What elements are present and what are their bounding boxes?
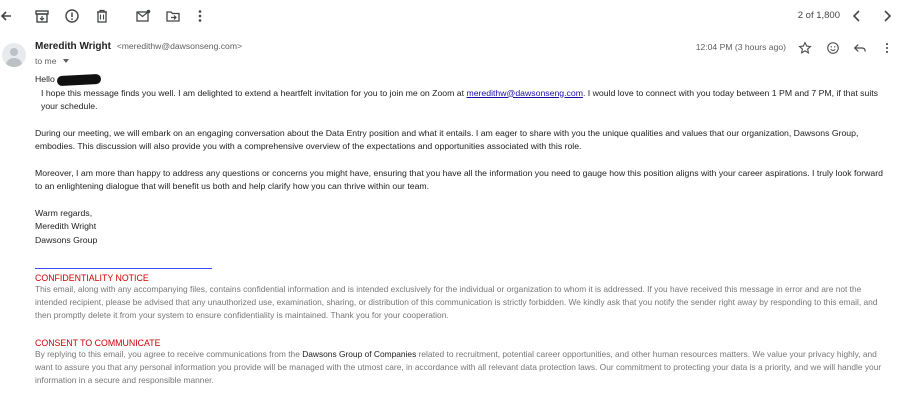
paragraph-questions: Moreover, I am more than happy to address any questions or concerns you might have, ensuring that you have all the information you need to gauge how this position aligns with your career aspirations. I truly look forward to an enlightening dialogue that will benefit us both and help clarify how you can thrive within our team.: [35, 167, 883, 191]
signature-name: Meredith Wright: [35, 221, 97, 231]
recipient-label: to me: [35, 56, 57, 66]
message-header: [0, 36, 900, 72]
newer-chevron-icon[interactable]: [847, 6, 867, 26]
message-more-icon[interactable]: [878, 39, 896, 57]
more-vert-icon[interactable]: [190, 6, 210, 26]
avatar-head-shape: [10, 48, 18, 56]
confidentiality-text: This email, along with any accompanying files, contains confidential information and is intended exclusively for the individual or organization to whom it is addressed. If you have received this message in error and are not the intended recipient, please be advised that any unauthorized use, examination, sharing, or distribution of this communication is strictly forbidden. We kindly ask that you notify the sender right away by responding to this email, and then promptly delete it from your system to ensure confidentiality is maintained. Thank you for your cooperation.: [35, 284, 878, 320]
paragraph-meeting: During our meeting, we will embark on an engaging conversation about the Data Entry position and what it entails. I am eager to share with you the unique qualities and values that our organization, Dawsons Group, embodies. This discussion will also provide you with a comprehensive overview of the expectations and opportunities associated with this role.: [35, 127, 859, 151]
message-toolbar: [0, 0, 900, 32]
consent-section: [35, 338, 890, 387]
pagination-count: 2 of 1,800: [797, 10, 840, 21]
recipient-details[interactable]: [35, 56, 69, 66]
report-spam-icon[interactable]: [62, 6, 82, 26]
star-icon[interactable]: [796, 39, 814, 57]
signature-company: Dawsons Group: [35, 234, 98, 245]
redaction-mark: [57, 74, 101, 86]
consent-company: Dawsons Group of Companies: [302, 349, 417, 359]
consent-text-block: [35, 348, 890, 387]
message-body: [35, 73, 890, 247]
emoji-reaction-icon[interactable]: [824, 39, 842, 57]
greeting: Hello: [35, 74, 55, 84]
move-to-icon[interactable]: [163, 6, 183, 26]
avatar-body-shape: [6, 58, 22, 67]
dropdown-caret-icon[interactable]: [63, 59, 69, 63]
greeting-line: [35, 73, 890, 87]
signoff: Warm regards,: [35, 207, 93, 218]
confidentiality-title: CONFIDENTIALITY NOTICE: [35, 273, 149, 283]
email-link[interactable]: meredithw@dawsonseng.com: [466, 87, 583, 98]
invitation-text-end: . I would love to connect with you today between 1 PM and 7 PM, if that suits your schedule.: [41, 87, 879, 111]
older-chevron-icon[interactable]: [877, 6, 897, 26]
invitation-text-start: I hope this message finds you well. I am delighted to extend a heartfelt invitation for you to join me on Zoom at: [41, 87, 467, 98]
message-timestamp: 12:04 PM (3 hours ago): [695, 42, 786, 52]
signature-divider: [35, 268, 212, 269]
consent-text-start: By replying to this email, you agree to receive communications from the: [35, 349, 303, 359]
delete-icon[interactable]: [92, 6, 112, 26]
sender-line: [35, 41, 242, 52]
confidentiality-section: [35, 273, 890, 322]
back-arrow-icon[interactable]: [0, 6, 16, 26]
avatar[interactable]: [2, 43, 26, 67]
archive-icon[interactable]: [32, 6, 52, 26]
sender-name[interactable]: Meredith Wright: [35, 41, 111, 52]
consent-title: CONSENT TO COMMUNICATE: [35, 338, 161, 348]
consent-text-end: related to recruitment, potential career opportunities, and other human resources matters. We value your privacy highly, and want to assure you that any personal information you provide will be managed with the utmost care, in accordance with all relevant data protection laws. Our commitment to protecting your data is a priority, and we will handle your information in a secure and responsible manner.: [35, 349, 882, 385]
reply-icon[interactable]: [851, 39, 869, 57]
sender-email: <meredithw@dawsonseng.com>: [116, 41, 242, 51]
paragraph-invitation: [35, 87, 890, 114]
mark-unread-icon[interactable]: [133, 6, 153, 26]
